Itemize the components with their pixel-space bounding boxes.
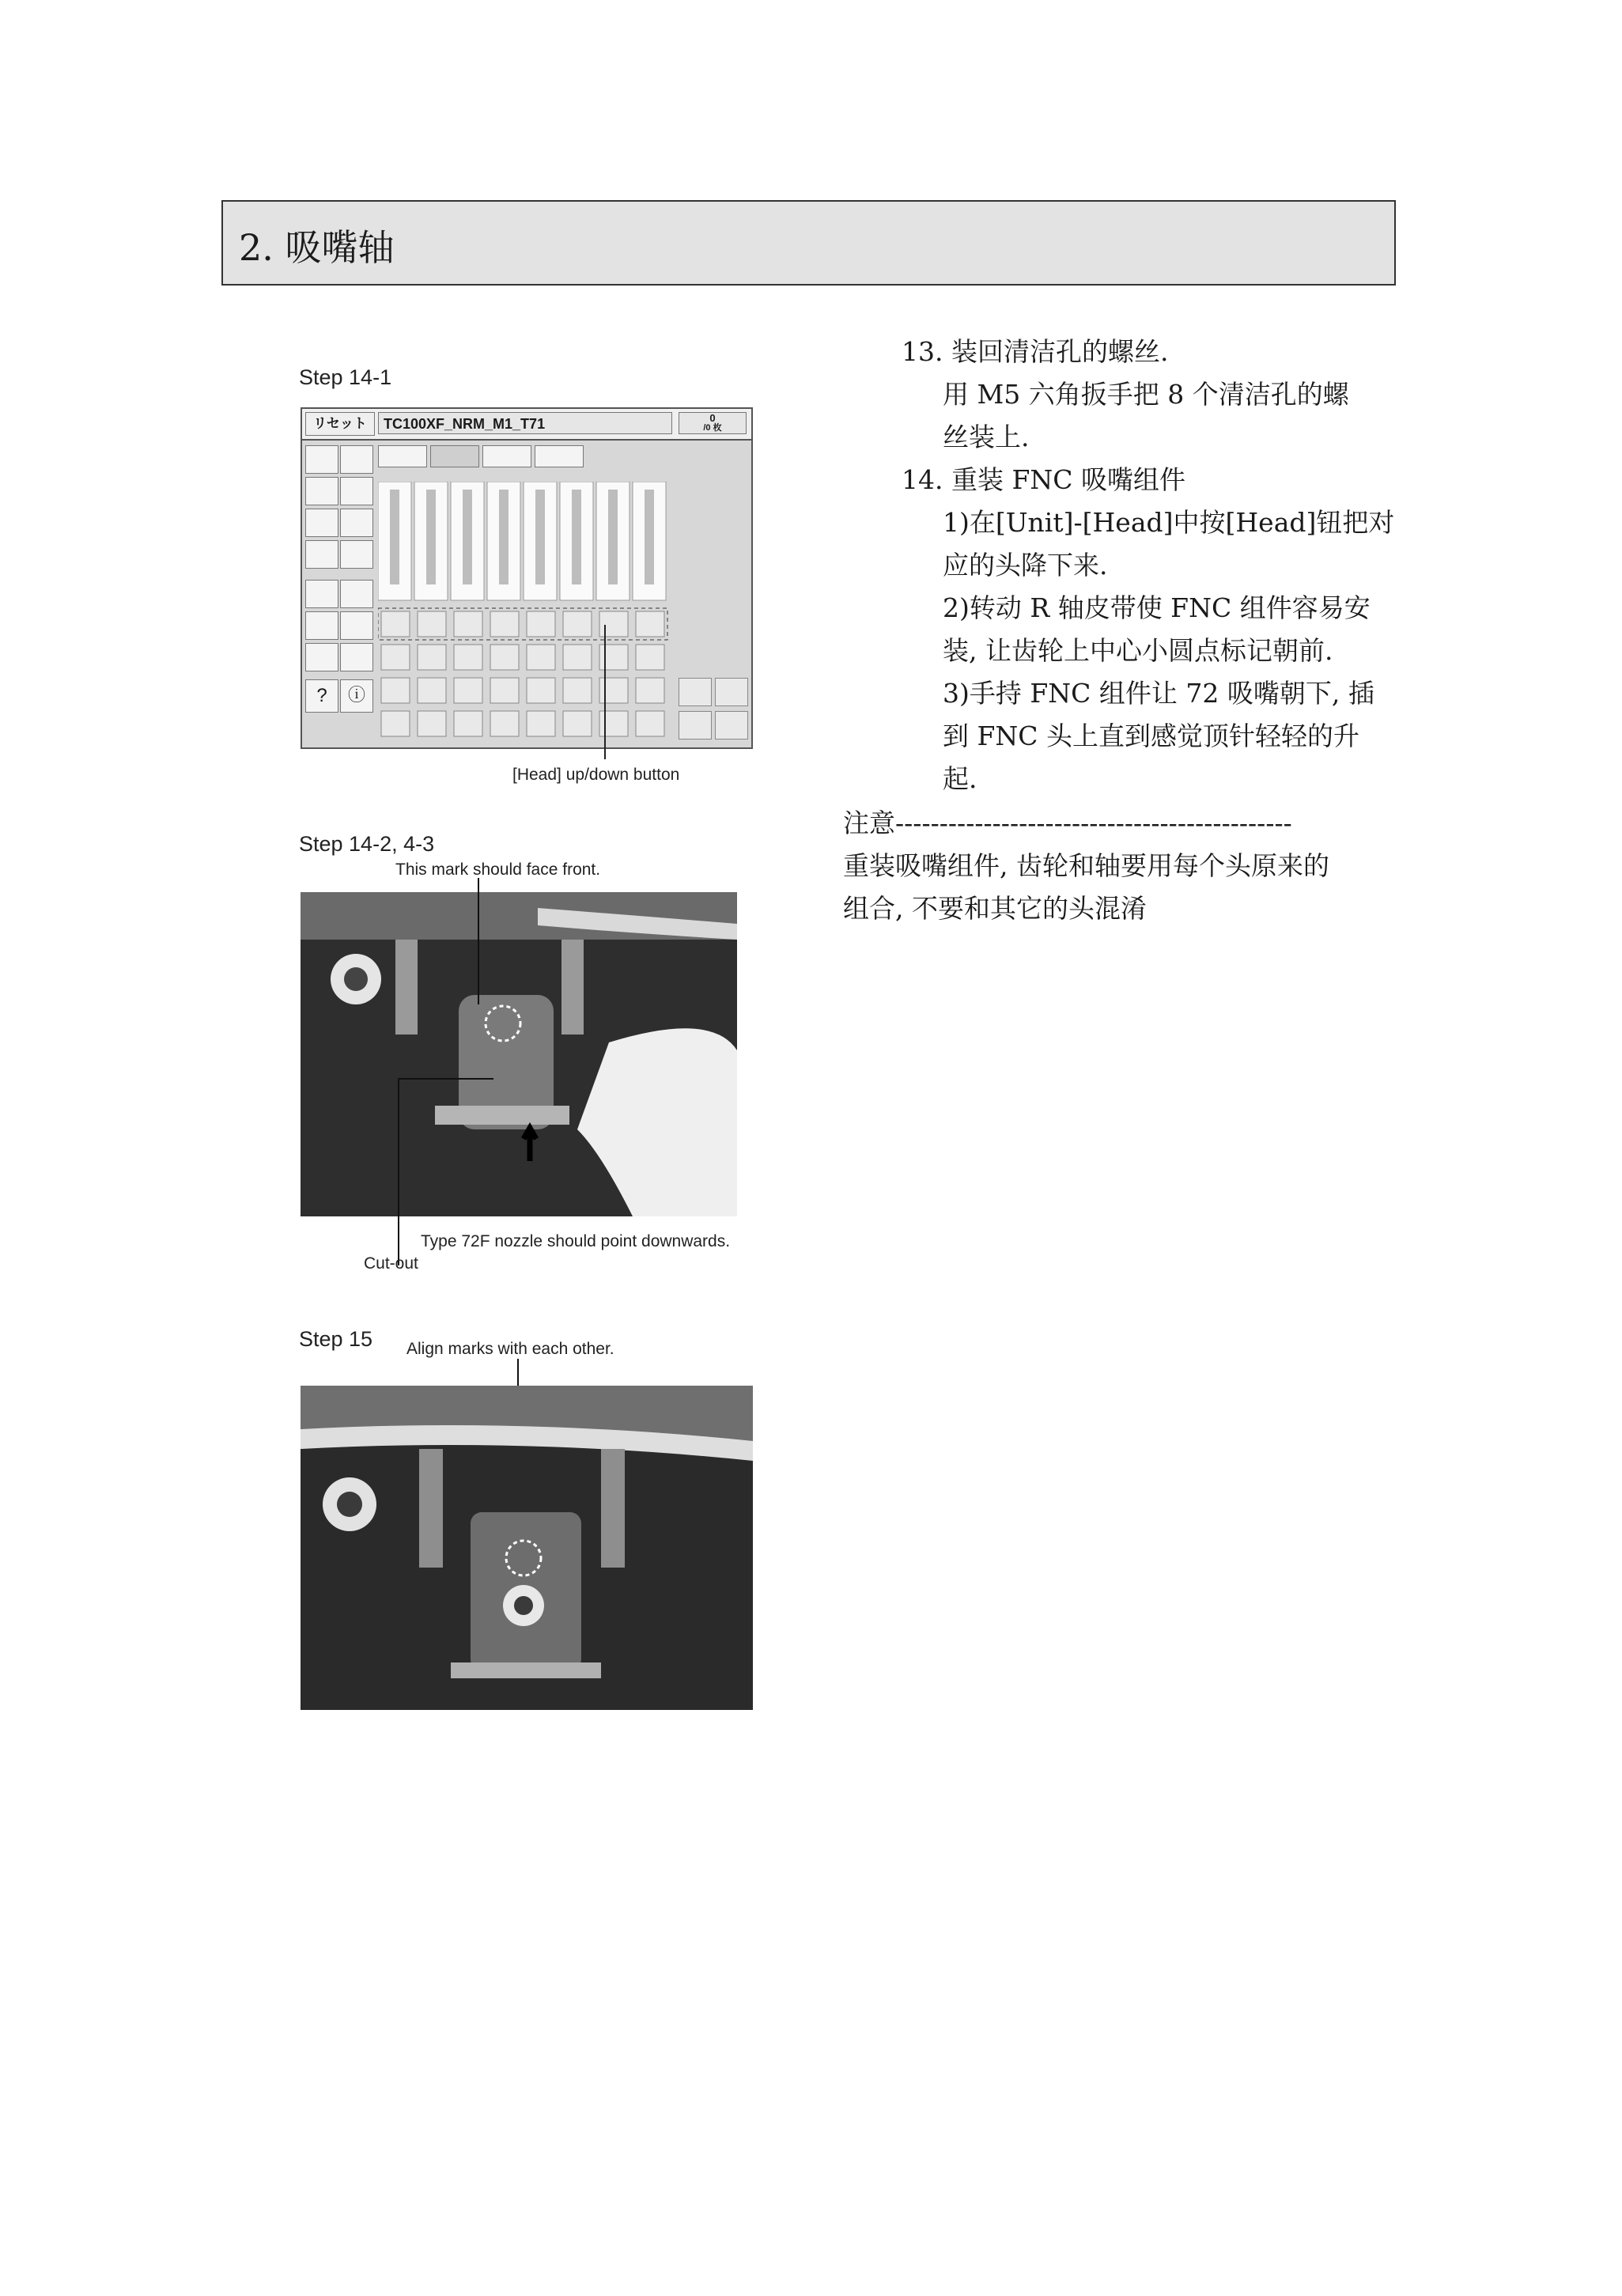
item-14-3-line3: 起. [943,763,977,794]
item-14-2-line2: 装, 让齿轮上中心小圆点标记朝前. [943,635,1333,666]
menu-tile[interactable] [305,445,338,474]
item-13-line2: 丝装上. [943,422,1030,452]
note-label: 注意--------------------------------------------- [843,808,1292,838]
menu-tile[interactable] [305,580,338,608]
ui-screenshot [301,407,753,749]
head-button-callout: [Head] up/down button [512,766,680,784]
menu-tile[interactable] [305,540,338,569]
step-15-label: Step 15 [299,1327,373,1351]
counter-unit: /0 枚 [703,423,722,433]
ui-side-button[interactable] [715,678,748,706]
align-marks-callout: Align marks with each other. [406,1340,614,1358]
photo-align-marks-graphic [301,1386,753,1710]
menu-tile[interactable] [340,580,373,608]
ui-tab-row [378,445,607,467]
tab-head[interactable] [430,445,479,467]
item-14-1-line2: 应的头降下来. [943,550,1108,581]
note-line2: 组合, 不要和其它的头混淆 [843,893,1147,924]
menu-tile[interactable] [305,509,338,537]
step-14-2-label: Step 14-2, 4-3 [299,832,435,856]
menu-tile[interactable] [340,509,373,537]
photo-fnc-install [301,892,737,1216]
program-name-field: TC100XF_NRM_M1_T71 [378,412,672,434]
head-columns [378,482,674,741]
item-14-1-line1: 1)在[Unit]-[Head]中按[Head]钮把对 [943,507,1395,538]
menu-tile[interactable] [340,611,373,640]
ui-title-bar [302,409,751,441]
note-line1: 重装吸嘴组件, 齿轮和轴要用每个头原来的 [843,850,1329,881]
photo-fnc-install-graphic [301,892,737,1216]
menu-tile[interactable] [305,477,338,505]
counter-value: 0 [709,412,716,424]
tab[interactable] [482,445,531,467]
cutout-callout: Cut-out [364,1254,418,1273]
info-icon[interactable]: ⓘ [340,679,373,713]
tab[interactable] [378,445,427,467]
item-14-3-line1: 3)手持 FNC 组件让 72 吸嘴朝下, 插 [943,678,1374,709]
mark-front-callout: This mark should face front. [395,861,601,879]
menu-tile[interactable] [340,540,373,569]
menu-tile[interactable] [305,643,338,671]
item-13-line1: 用 M5 六角扳手把 8 个清洁孔的螺 [943,379,1349,410]
menu-tile[interactable] [340,445,373,474]
menu-tile[interactable] [340,477,373,505]
callout-line [475,878,482,1004]
step-14-1-label: Step 14-1 [299,365,392,389]
ui-side-button[interactable] [679,678,712,706]
ui-side-button[interactable] [679,711,712,739]
menu-tile[interactable] [305,611,338,640]
section-title: 2. 吸嘴轴 [239,226,395,269]
ui-left-menu [305,445,375,743]
help-icon[interactable]: ? [305,679,338,713]
nozzle-callout: Type 72F nozzle should point downwards. [421,1232,731,1250]
photo-align-marks [301,1386,753,1710]
item-14-title: 14. 重装 FNC 吸嘴组件 [902,464,1185,495]
counter-display [679,412,747,434]
section-header [221,200,1396,286]
item-14-3-line2: 到 FNC 头上直到感觉顶针轻轻的升 [943,721,1360,751]
head-columns-graphic [378,482,674,741]
ui-side-button[interactable] [715,711,748,739]
reset-button[interactable]: リセット [305,412,375,436]
callout-line [601,625,609,767]
item-13-title: 13. 装回清洁孔的螺丝. [902,336,1169,367]
item-14-2-line1: 2)转动 R 轴皮带使 FNC 组件容易安 [943,592,1371,623]
menu-tile[interactable] [340,643,373,671]
tab[interactable] [535,445,584,467]
